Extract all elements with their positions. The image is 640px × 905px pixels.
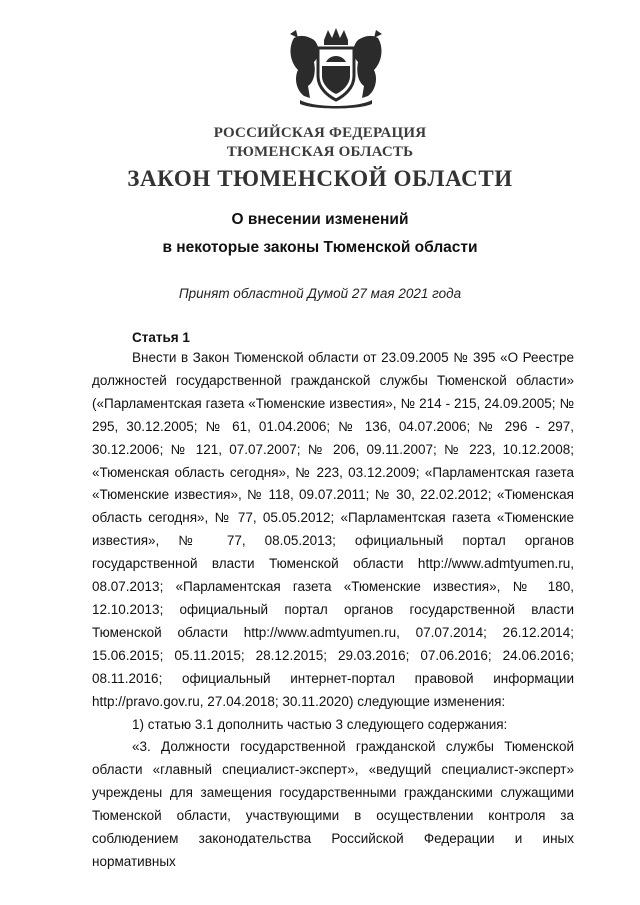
- adoption-note: Принят областной Думой 27 мая 2021 года: [178, 286, 462, 301]
- article-body: [92, 347, 574, 874]
- article-paragraph: Внести в Закон Тюменской области от 23.09.2005 № 395 «О Реестре должностей государственной гражданской службы Тюменской области» («Парламентская газета «Тюменские известия», № 214 - 215, 24.09.2005; № 295, 30.12.2005; № 61, 01.04.2006; № 136, 04.07.2006; № 296 - 297, 30.12.2006; № 121, 07.07.2007; № 206, 09.11.2007; № 223, 10.12.2008; «Тюменская область сегодня», № 223, 03.12.2009; «Парламентская газета «Тюменские известия», № 118, 09.07.2011; № 30, 22.02.2012; «Тюменская область сегодня», № 77, 05.05.2012; «Парламентская газета «Тюменские известия», № 77, 08.05.2013; официальный портал органов государственной власти Тюменской области http://www.admtyumen.ru, 08.07.2013; «Парламентская газета «Тюменские известия», № 180, 12.10.2013; официальный портал органов государственной власти Тюменской области http://www.admtyumen.ru, 07.07.2014; 26.12.2014; 15.06.2015; 05.11.2015; 28.12.2015; 29.03.2016; 07.06.2016; 24.06.2016; 08.11.2016; официальный интернет-портал правовой информации http://pravo.gov.ru, 27.04.2018; 30.11.2020) следующие изменения:: [92, 350, 574, 709]
- article-heading: Статья 1: [132, 330, 190, 345]
- law-subject-line-2: в некоторые законы Тюменской области: [162, 239, 478, 256]
- article-paragraph: «3. Должности государственной гражданской службы Тюменской области «главный специалист-эксперт», «ведущий специалист-эксперт» учреждены для замещения государственными гражданскими служащими Тюменской области, участвующими в осуществлении контроля за соблюдением законодательства Российской Федерации и иных нормативных: [92, 739, 574, 869]
- region-name: ТЮМЕНСКАЯ ОБЛАСТЬ: [226, 144, 414, 160]
- law-title: ЗАКОН ТЮМЕНСКОЙ ОБЛАСТИ: [127, 166, 513, 191]
- coat-of-arms-icon: [284, 26, 388, 110]
- article-paragraph: 1) статью 3.1 дополнить частью 3 следующего содержания:: [132, 716, 508, 732]
- country-name: РОССИЙСКАЯ ФЕДЕРАЦИЯ: [213, 125, 427, 141]
- law-subject-line-1: О внесении изменений: [231, 211, 409, 228]
